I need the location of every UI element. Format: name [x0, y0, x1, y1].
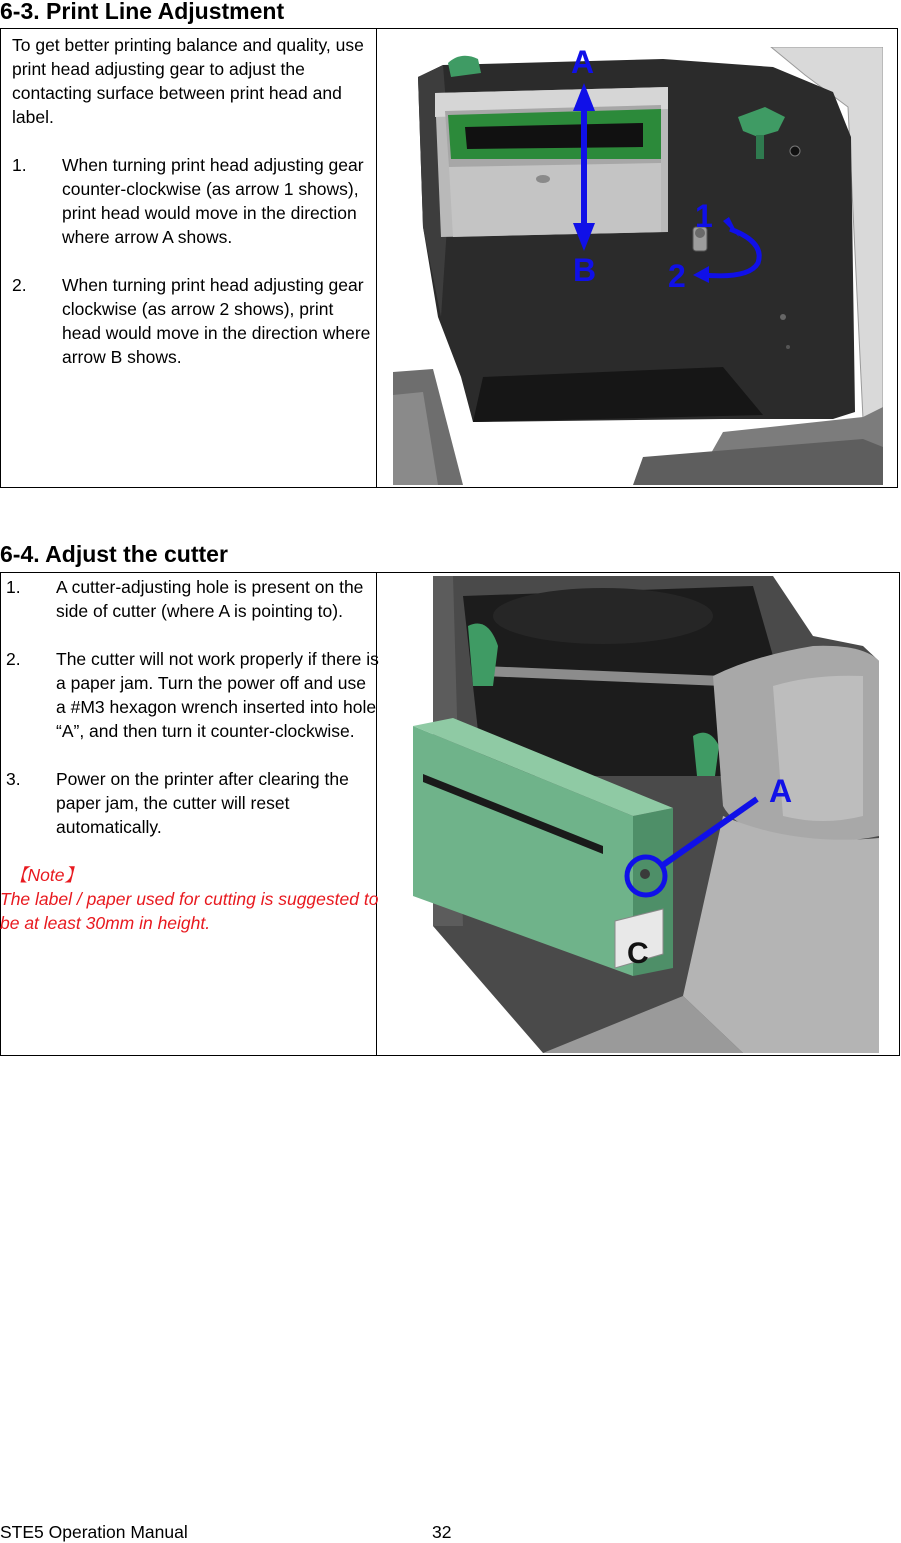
- section-heading-print-line: 6-3. Print Line Adjustment: [0, 0, 285, 24]
- table-divider: [376, 29, 377, 487]
- list-item: [6, 647, 379, 743]
- step-text: When turning print head adjusting gear counter-clockwise (as arrow 1 shows), print head would move in the direction where arrow A shows.: [62, 155, 364, 247]
- list-item: [12, 273, 374, 369]
- list-item: [6, 575, 379, 623]
- cutter-table: [0, 572, 900, 1056]
- footer-page-number: 32: [432, 1522, 452, 1542]
- step-number: 1.: [6, 577, 21, 597]
- cutter-steps: [6, 575, 379, 839]
- print-line-text-cell: [1, 29, 376, 369]
- cutter-figure: [393, 576, 879, 1053]
- step-number: 1.: [12, 155, 27, 175]
- step-text: The cutter will not work properly if there is a paper jam. Turn the power off and use a #M3 hexagon wrench inserted into hole “A”, and then turn it counter-clockwise.: [56, 649, 379, 741]
- cutter-text-cell: [1, 573, 379, 935]
- list-item: [6, 767, 379, 839]
- step-number: 2.: [12, 275, 27, 295]
- step-number: 2.: [6, 649, 21, 669]
- label-1: 1: [695, 198, 713, 234]
- cutter-note: [0, 863, 379, 935]
- step-text: Power on the printer after clearing the paper jam, the cutter will reset automatically.: [56, 769, 349, 837]
- label-c: C: [627, 937, 649, 970]
- step-number: 3.: [6, 769, 21, 789]
- print-line-steps: [12, 153, 374, 369]
- print-line-table: [0, 28, 898, 488]
- section-heading-cutter: 6-4. Adjust the cutter: [0, 541, 228, 567]
- footer-manual-title: STE5 Operation Manual: [0, 1522, 188, 1542]
- print-line-intro: To get better printing balance and quality, use print head adjusting gear to adjust the contacting surface between print head and label.: [12, 35, 364, 127]
- label-a: A: [571, 47, 595, 80]
- label-a: A: [769, 773, 793, 809]
- print-head-figure: [393, 47, 883, 485]
- list-item: [12, 153, 374, 249]
- cutter-illustration: [393, 576, 879, 1053]
- note-text: The label / paper used for cutting is suggested to be at least 30mm in height.: [0, 889, 379, 933]
- label-2: 2: [668, 258, 686, 294]
- print-head-illustration: [393, 47, 883, 485]
- step-text: A cutter-adjusting hole is present on the side of cutter (where A is pointing to).: [56, 577, 364, 621]
- label-b: B: [573, 252, 597, 288]
- note-title: 【Note】: [10, 865, 82, 885]
- step-text: When turning print head adjusting gear clockwise (as arrow 2 shows), print head would move in the direction where arrow B shows.: [62, 275, 371, 367]
